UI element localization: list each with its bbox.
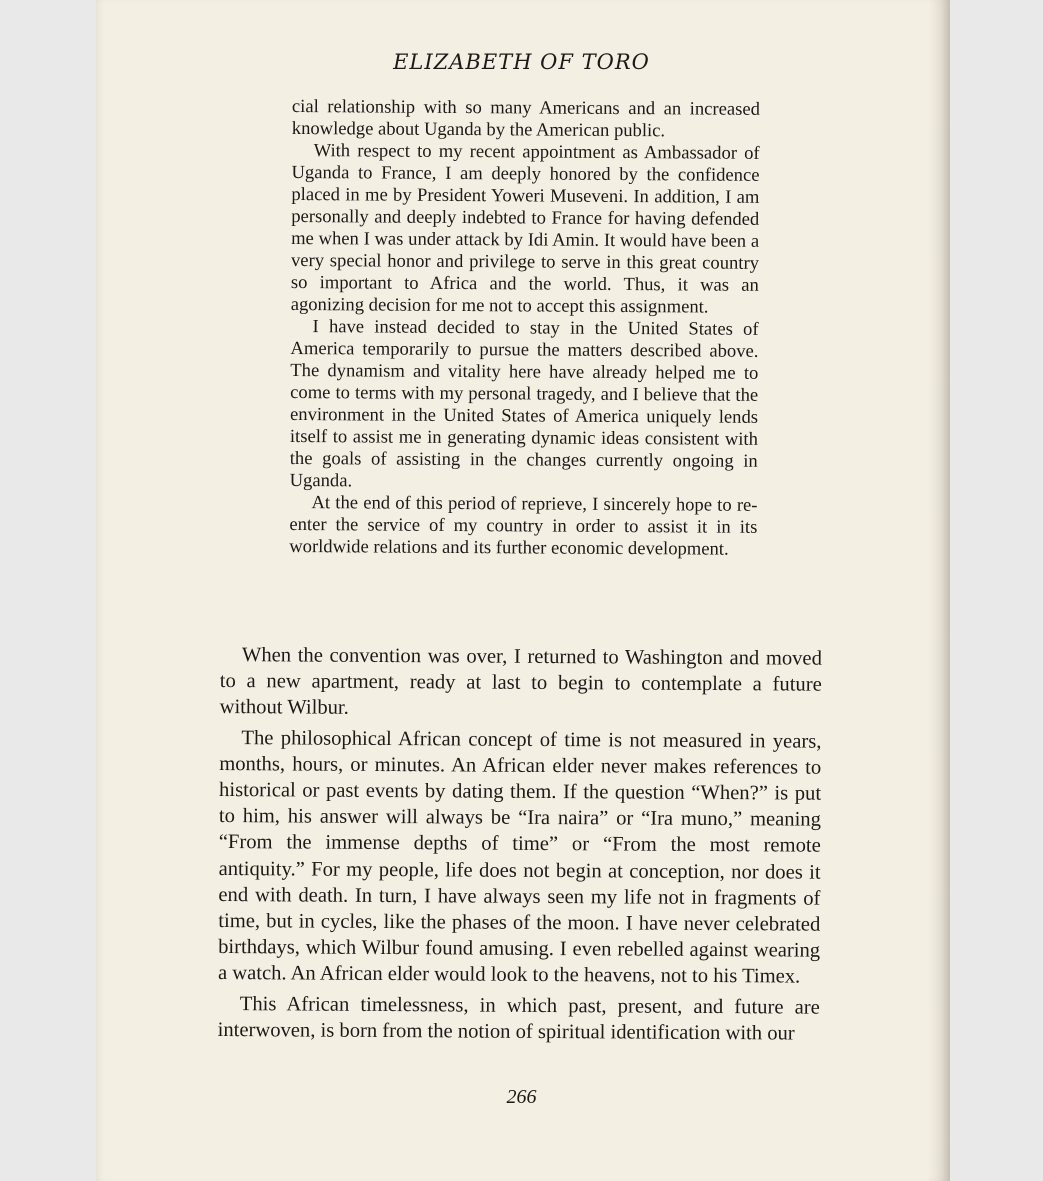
extract-paragraph: With respect to my recent appointment as Ambassador of Uganda to France, I am deeply honored by the confidence placed in me by President Yoweri Museveni. In addition, I am personally and deeply indebted to France for having defended me when I was under attack by Idi Amin. It would have been a very special honor and privilege to serve in this great country so important to Africa and the world. Thus, it was an agonizing decision for me not to accept this assignment. [290, 140, 760, 318]
page-fore-edge [928, 0, 950, 1181]
extract-paragraph: At the end of this period of reprieve, I sincerely hope to re-enter the service of my country in order to assist it in its worldwide relations and its further economic development. [289, 492, 758, 560]
extract-paragraph: cial relationship with so many Americans and an increased knowledge about Uganda by the American public. [291, 96, 760, 142]
running-head: ELIZABETH OF TORO [393, 50, 650, 74]
extract-paragraph: I have instead decided to stay in the United States of America temporarily to pursue the matters described above. The dynamism and vitality here have already helped me to come to terms with my personal tragedy, and I believe that the environment in the United States of America uniquely lends itself to assist me in generating dynamic ideas consistent with the goals of assisting in the changes currently ongoing in Uganda. [289, 316, 759, 492]
body-paragraph: The philosophical African concept of time is not measured in years, months, hours, or minutes. An African elder never makes references to historical or past events by dating them. If the question “When?” is put to him, his answer will always be “Ira naira” or “Ira muno,” meaning “From the immense depths of time” or “From the most remote antiquity.” For my people, life does not begin at conception, nor does it end with death. In turn, I have always seen my life not in fragments of time, but in cycles, like the phases of the moon. I have never celebrated birthdays, which Wilbur found amusing. I even rebelled against wearing a watch. An African elder would look to the heavens, not to his Timex. [217, 726, 822, 988]
body-text [218, 642, 822, 1051]
body-paragraph: This African timelessness, in which past, present, and future are interwoven, is born from the notion of spiritual identification with our [217, 992, 820, 1045]
body-paragraph: When the convention was over, I returned to Washington and moved to a new apartment, ready at last to begin to contemplate a future without Wilbur. [219, 644, 822, 720]
quoted-extract [289, 96, 760, 561]
page-number: 266 [506, 1086, 537, 1108]
